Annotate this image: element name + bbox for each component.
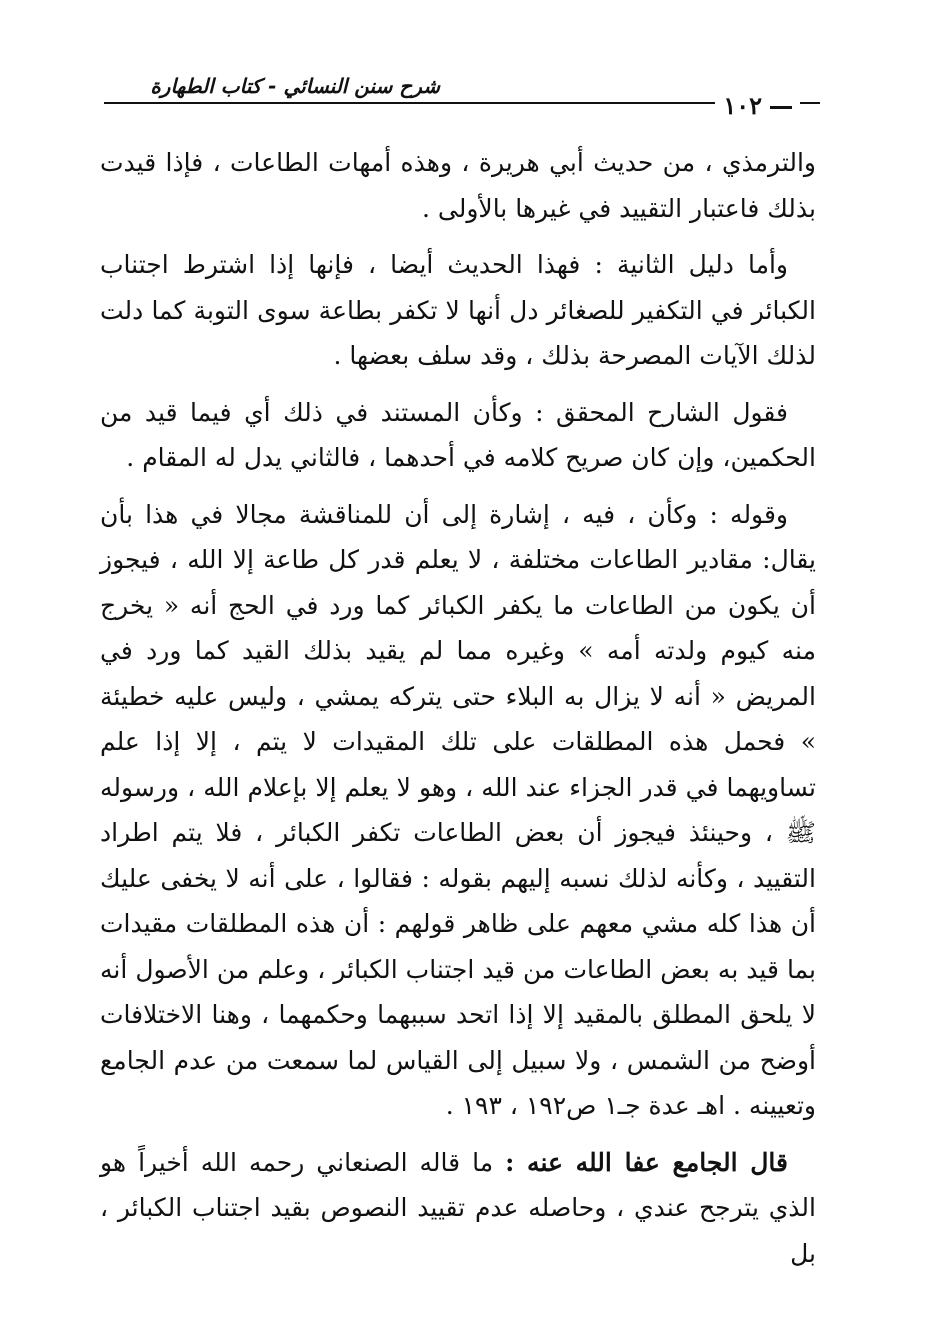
paragraph-lead: قال الجامع عفا الله عنه : [505,1147,788,1177]
paragraph [100,1140,816,1277]
running-title: شرح سنن النسائي - كتاب الطهارة [150,74,440,98]
paragraph-text: ما قاله الصنعاني رحمه الله أخيراً هو الذي يترجح عندي ، وحاصله عدم تقييد النصوص بقيد اجتناب الكبائر ، بل [100,1147,816,1268]
paragraph: فقول الشارح المحقق : وكأن المستند في ذلك أي فيما قيد من الحكمين، وإن كان صريح كلامه في أحدهما ، فالثاني يدل له المقام . [100,397,816,472]
body-text [100,140,816,1287]
paragraph: وأما دليل الثانية : فهذا الحديث أيضا ، فإنها إذا اشترط اجتناب الكبائر في التكفير للصغائر دل أنها لا تكفر بطاعة سوى التوبة كما دلت لذلك الآيات المصرحة بذلك ، وقد سلف بعضها . [100,250,816,370]
paragraph: والترمذي ، من حديث أبي هريرة ، وهذه أمهات الطاعات ، فإذا قيدت بذلك فاعتبار التقييد في غيرها بالأولى . [100,148,816,223]
header-rule [104,102,820,104]
page-number: ١٠٢ [715,92,800,120]
paragraph: وقوله : وكأن ، فيه ، إشارة إلى أن للمناقشة مجالا في هذا بأن يقال: مقادير الطاعات مختلفة ، لا يعلم قدر كل طاعة إلا الله ، فيجوز أن يكون من الطاعات ما يكفر الكبائر كما ورد في الحج أنه « يخرج منه كيوم ولدته أمه » وغيره مما لم يقيد بذلك القيد كما ورد في المريض « أنه لا يزال به البلاء حتى يتركه يمشي ، وليس عليه خطيئة » فحمل هذه المطلقات على تلك المقيدات لا يتم ، إلا إذا علم تساويهما في قدر الجزاء عند الله ، وهو لا يعلم إلا بإعلام الله ، ورسوله ﷺ ، وحينئذ فيجوز أن بعض الطاعات تكفر الكبائر ، فلا يتم اطراد التقييد ، وكأنه لذلك نسبه إليهم بقوله : فقالوا ، على أنه لا يخفى عليك أن هذا كله مشي معهم على ظاهر قولهم : أن هذه المطلقات مقيدات بما قيد به بعض الطاعات من قيد اجتناب الكبائر ، وعلم من الأصول أنه لا يلحق المطلق بالمقيد إلا إذا اتحد سببهما وحكمهما ، وهنا الاختلافات أوضح من الشمس ، ولا سبيل إلى القياس لما سمعت من عدم الجامع وتعيينه . اهـ عدة جـ١ ص١٩٢ ، ١٩٣ . [100,499,816,1120]
page-header [96,72,820,120]
